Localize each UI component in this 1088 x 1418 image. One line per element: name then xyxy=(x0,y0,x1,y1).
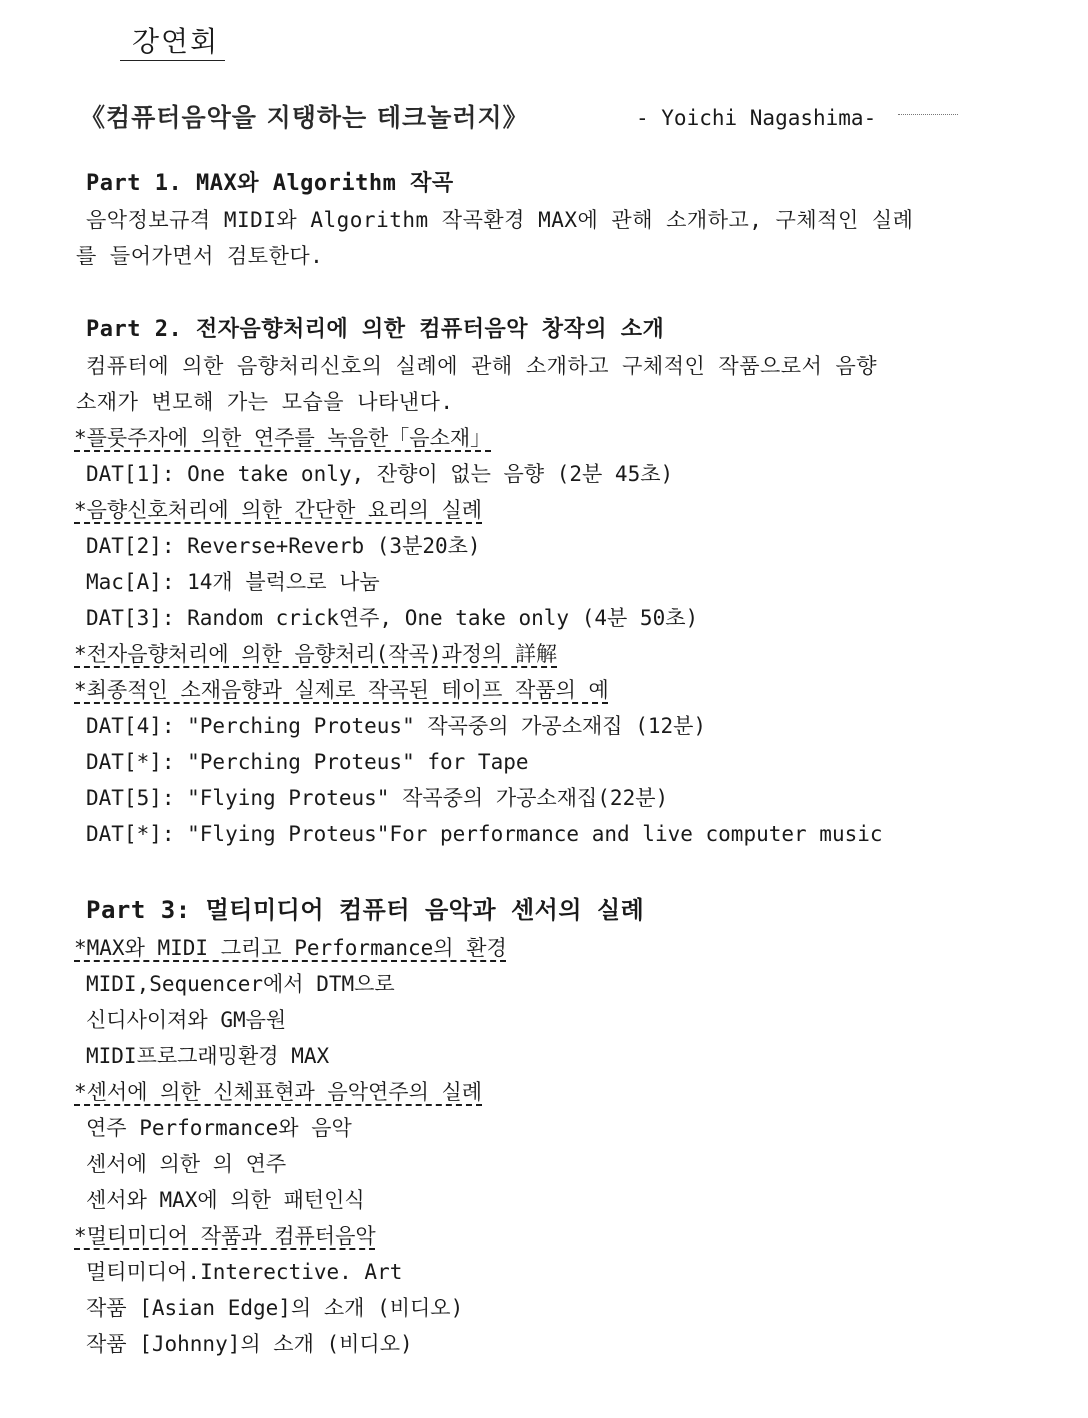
part2-topic: *음향신호처리에 의한 간단한 요리의 실례 xyxy=(74,498,483,522)
part2-item: Mac[A]: 14개 블럭으로 나눔 xyxy=(86,570,380,594)
document-heading: 강연회 xyxy=(120,24,225,61)
part3-item: MIDI,Sequencer에서 DTM으로 xyxy=(86,972,395,996)
part3-item: 작품 [Asian Edge]의 소개 (비디오) xyxy=(86,1296,464,1320)
part2-item: DAT[4]: "Perching Proteus" 작곡중의 가공소재집 (12분) xyxy=(86,714,707,738)
part2-title: Part 2. 전자음향처리에 의한 컴퓨터음악 창작의 소개 xyxy=(86,317,665,342)
part1-title: Part 1. MAX와 Algorithm 작곡 xyxy=(86,171,454,196)
part3-title: Part 3: 멀티미디어 컴퓨터 음악과 센서의 실례 xyxy=(86,896,645,924)
part2-item: DAT[2]: Reverse+Reverb (3분20초) xyxy=(86,534,481,558)
part3-item: 센서와 MAX에 의한 패턴인식 xyxy=(86,1188,365,1212)
part3-item: 신디사이져와 GM음원 xyxy=(86,1008,287,1032)
part3-item: 연주 Performance와 음악 xyxy=(86,1116,352,1140)
part2-topic: *최종적인 소재음향과 실제로 작곡된 테이프 작품의 예 xyxy=(74,678,609,702)
part3-topic: *센서에 의한 신체표현과 음악연주의 실례 xyxy=(74,1080,483,1104)
part2-desc-line1: 컴퓨터에 의한 음향처리신호의 실례에 관해 소개하고 구체적인 작품으로서 음향 xyxy=(86,354,878,378)
lecture-author: - Yoichi Nagashima- xyxy=(636,106,877,130)
part2-item: DAT[*]: "Flying Proteus"For performance and live computer music xyxy=(86,822,883,846)
dotted-mark xyxy=(898,114,958,115)
part2-topic: *플룻주자에 의한 연주를 녹음한「음소재」 xyxy=(74,426,492,450)
lecture-title-line xyxy=(80,100,1000,136)
part2-item: DAT[1]: One take only, 잔향이 없는 음향 (2분 45초) xyxy=(86,462,674,486)
part3-topic: *MAX와 MIDI 그리고 Performance의 환경 xyxy=(74,936,507,960)
part1-desc-line1: 음악정보규격 MIDI와 Algorithm 작곡환경 MAX에 관해 소개하고, 구체적인 실례 xyxy=(86,208,914,232)
part1-desc-line2: 를 들어가면서 검토한다. xyxy=(76,244,324,268)
part3-item: 센서에 의한 의 연주 xyxy=(86,1152,287,1176)
part2-item: DAT[5]: "Flying Proteus" 작곡중의 가공소재집(22분) xyxy=(86,786,669,810)
part2-desc-line2: 소재가 변모해 가는 모습을 나타낸다. xyxy=(76,390,454,414)
part3-item: MIDI프로그래밍환경 MAX xyxy=(86,1044,330,1068)
part2-item: DAT[3]: Random crick연주, One take only (4분 50초) xyxy=(86,606,699,630)
lecture-title: 《컴퓨터음악을 지탱하는 테크놀러지》 xyxy=(80,103,529,132)
part3-topic: *멀티미디어 작품과 컴퓨터음악 xyxy=(74,1224,376,1248)
part3-item: 멀티미디어.Interective. Art xyxy=(86,1260,403,1284)
part3-item: 작품 [Johnny]의 소개 (비디오) xyxy=(86,1332,413,1356)
part2-topic: *전자음향처리에 의한 음향처리(작곡)과정의 詳解 xyxy=(74,642,558,666)
part2-item: DAT[*]: "Perching Proteus" for Tape xyxy=(86,750,529,774)
